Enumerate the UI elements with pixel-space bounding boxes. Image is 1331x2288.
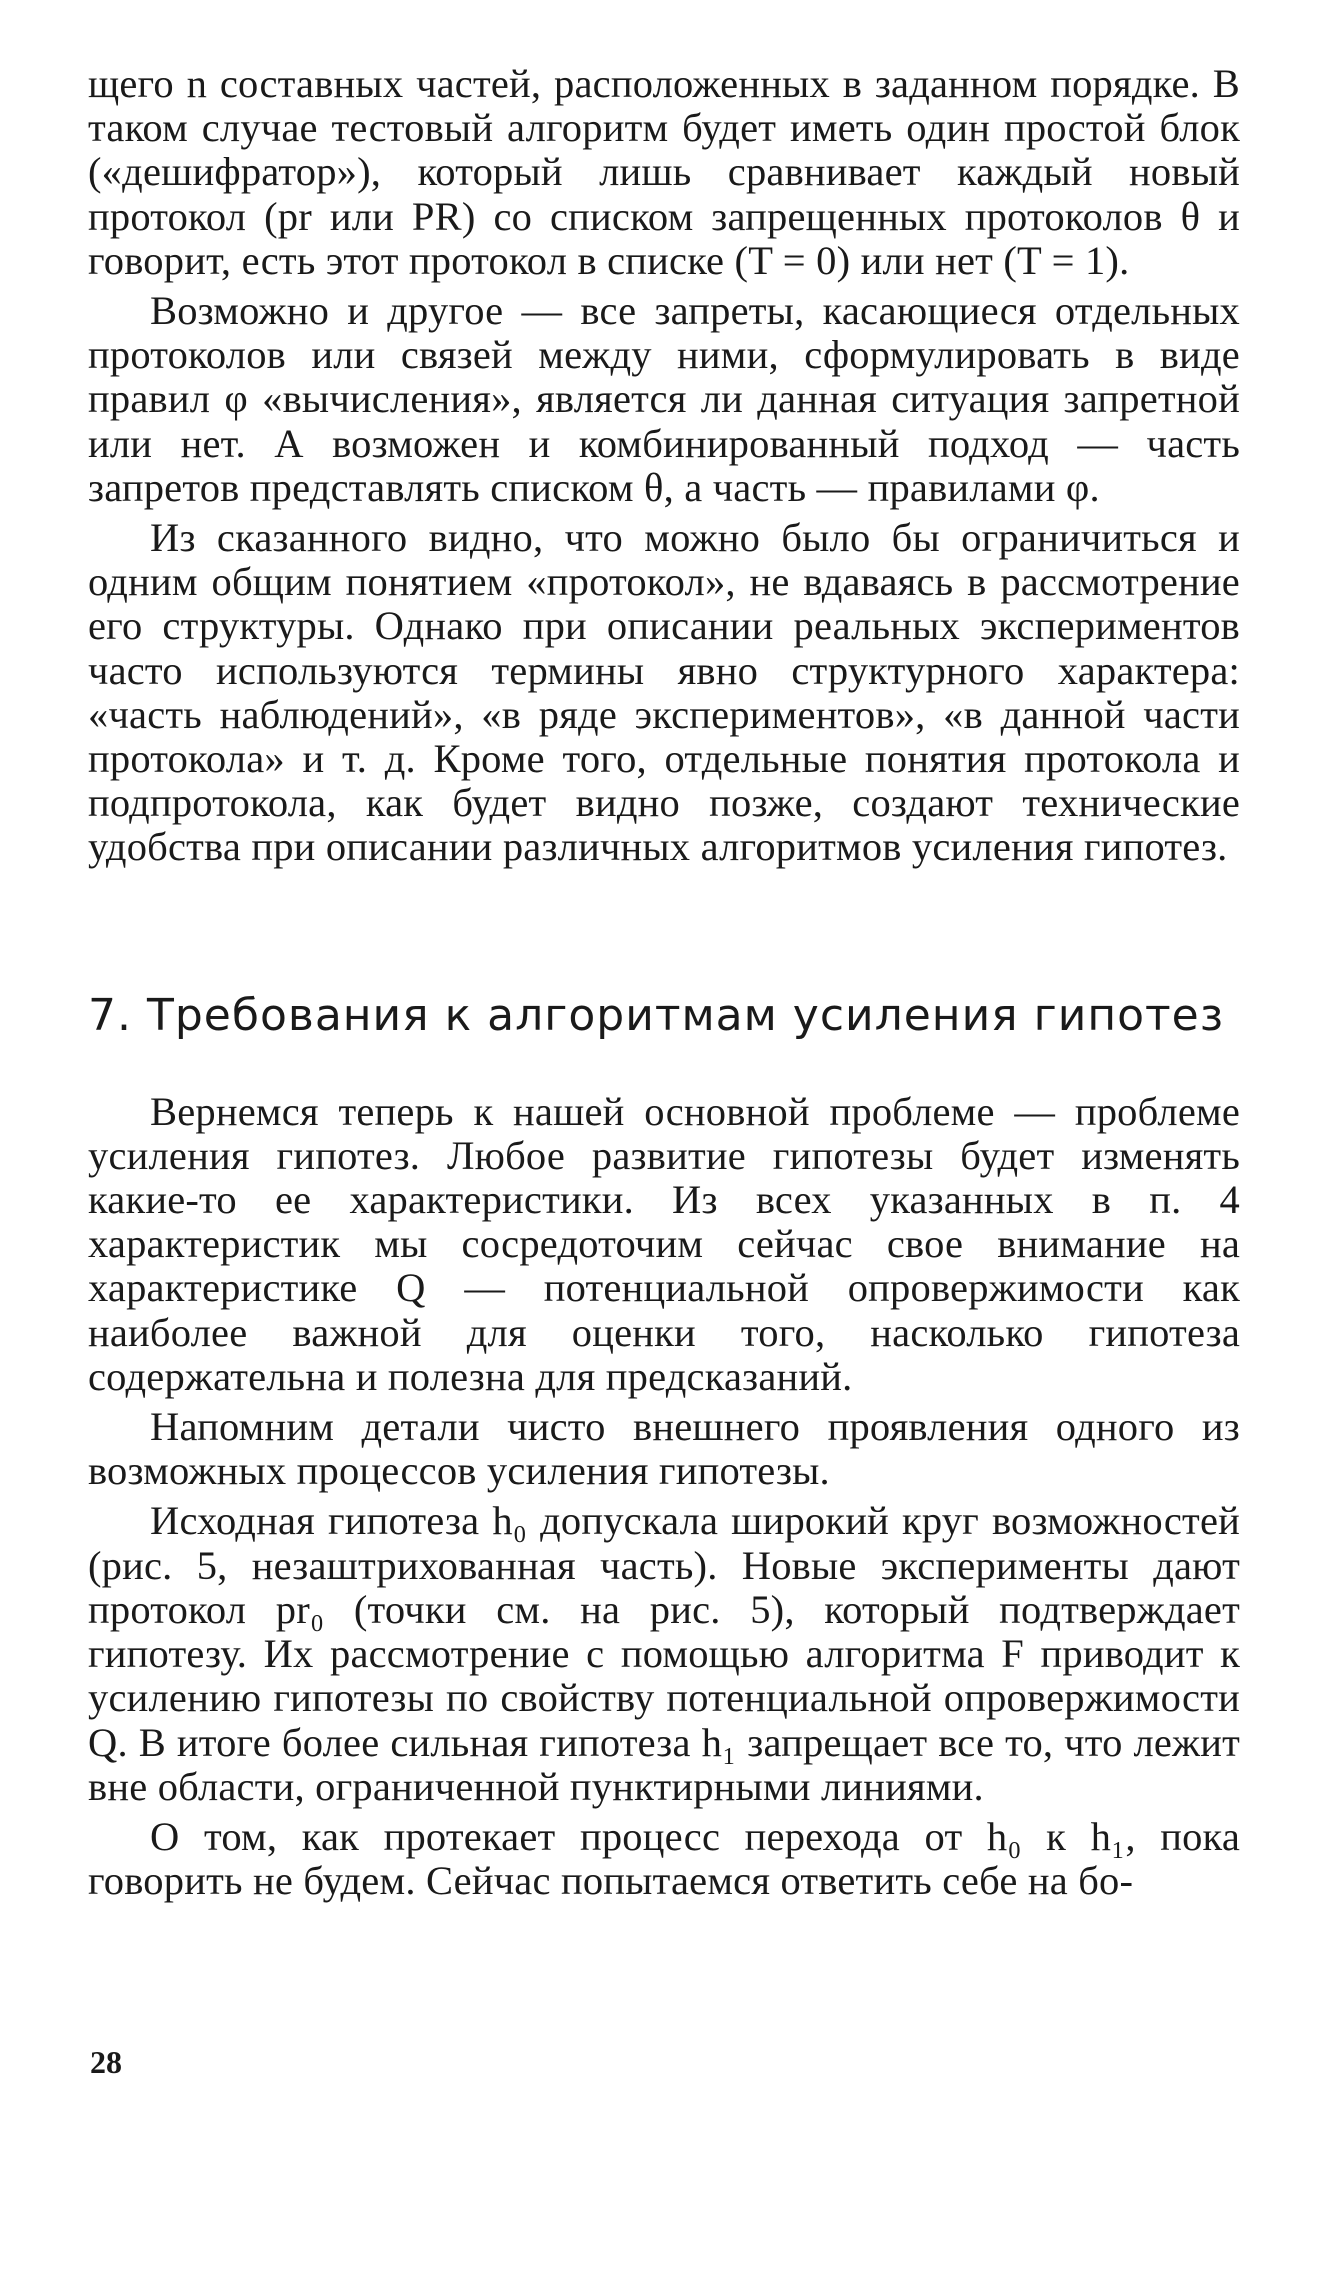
paragraph-continuation: щего n составных частей, расположенных в заданном порядке. В таком случае тестовый алгоритм будет иметь один простой блок («дешифратор»), который лишь сравнивает каждый новый протокол (pr или PR) со списком запрещенных протоколов θ и говорит, есть этот протокол в списке (T = 0) или нет (T = 1).	[88, 61, 1240, 283]
book-page	[88, 62, 1240, 1909]
paragraph-initial-hypothesis: Исходная гипотеза h₀ допускала широкий круг возможностей (рис. 5, незаштрихованная часть). Новые эксперименты дают протокол pr₀ (точки см. на рис. 5), который подтверждает гипотезу. Их рассмотрение с помощью алгоритма F приводит к усилению гипотезы по свойству потенциальной опровержимости Q. В итоге более сильная гипотеза h₁ запрещает все то, что лежит вне области, ограниченной пунктирными линиями.	[88, 1498, 1240, 1809]
paragraph-protocol-structure: Из сказанного видно, что можно было бы ограничиться и одним общим понятием «протокол», не вдаваясь в рассмотрение его структуры. Однако при описании реальных экспериментов часто используются термины явно структурного характера: «часть наблюдений», «в ряде экспериментов», «в данной части протокола» и т. д. Кроме того, отдельные понятия протокола и подпротокола, как будет видно позже, создают технические удобства при описании различных алгоритмов усиления гипотез.	[88, 515, 1240, 870]
paragraph-rules: Возможно и другое — все запреты, касающиеся отдельных протоколов или связей между ними, сформулировать в виде правил φ «вычисления», является ли данная ситуация запретной или нет. А возможен и комбинированный подход — часть запретов представлять списком θ, а часть — правилами φ.	[88, 288, 1240, 510]
section-heading: 7. Требования к алгоритмам усиления гипотез	[88, 989, 1225, 1041]
paragraph-recall-details: Напомним детали чисто внешнего проявления одного из возможных процессов усиления гипотезы.	[88, 1404, 1240, 1494]
page-number: 28	[90, 2044, 122, 2080]
paragraph-transition: О том, как протекает процесс перехода от h₀ к h₁, пока говорить не будем. Сейчас попытаемся ответить себе на бо-	[88, 1813, 1240, 1904]
paragraph-return-to-problem: Вернемся теперь к нашей основной проблеме — проблеме усиления гипотез. Любое развитие гипотезы будет изменять какие-то ее характеристики. Из всех указанных в п. 4 характеристик мы сосредоточим сейчас свое внимание на характеристике Q — потенциальной опровержимости как наиболее важной для оценки того, насколько гипотеза содержательна и полезна для предсказаний.	[88, 1088, 1240, 1399]
